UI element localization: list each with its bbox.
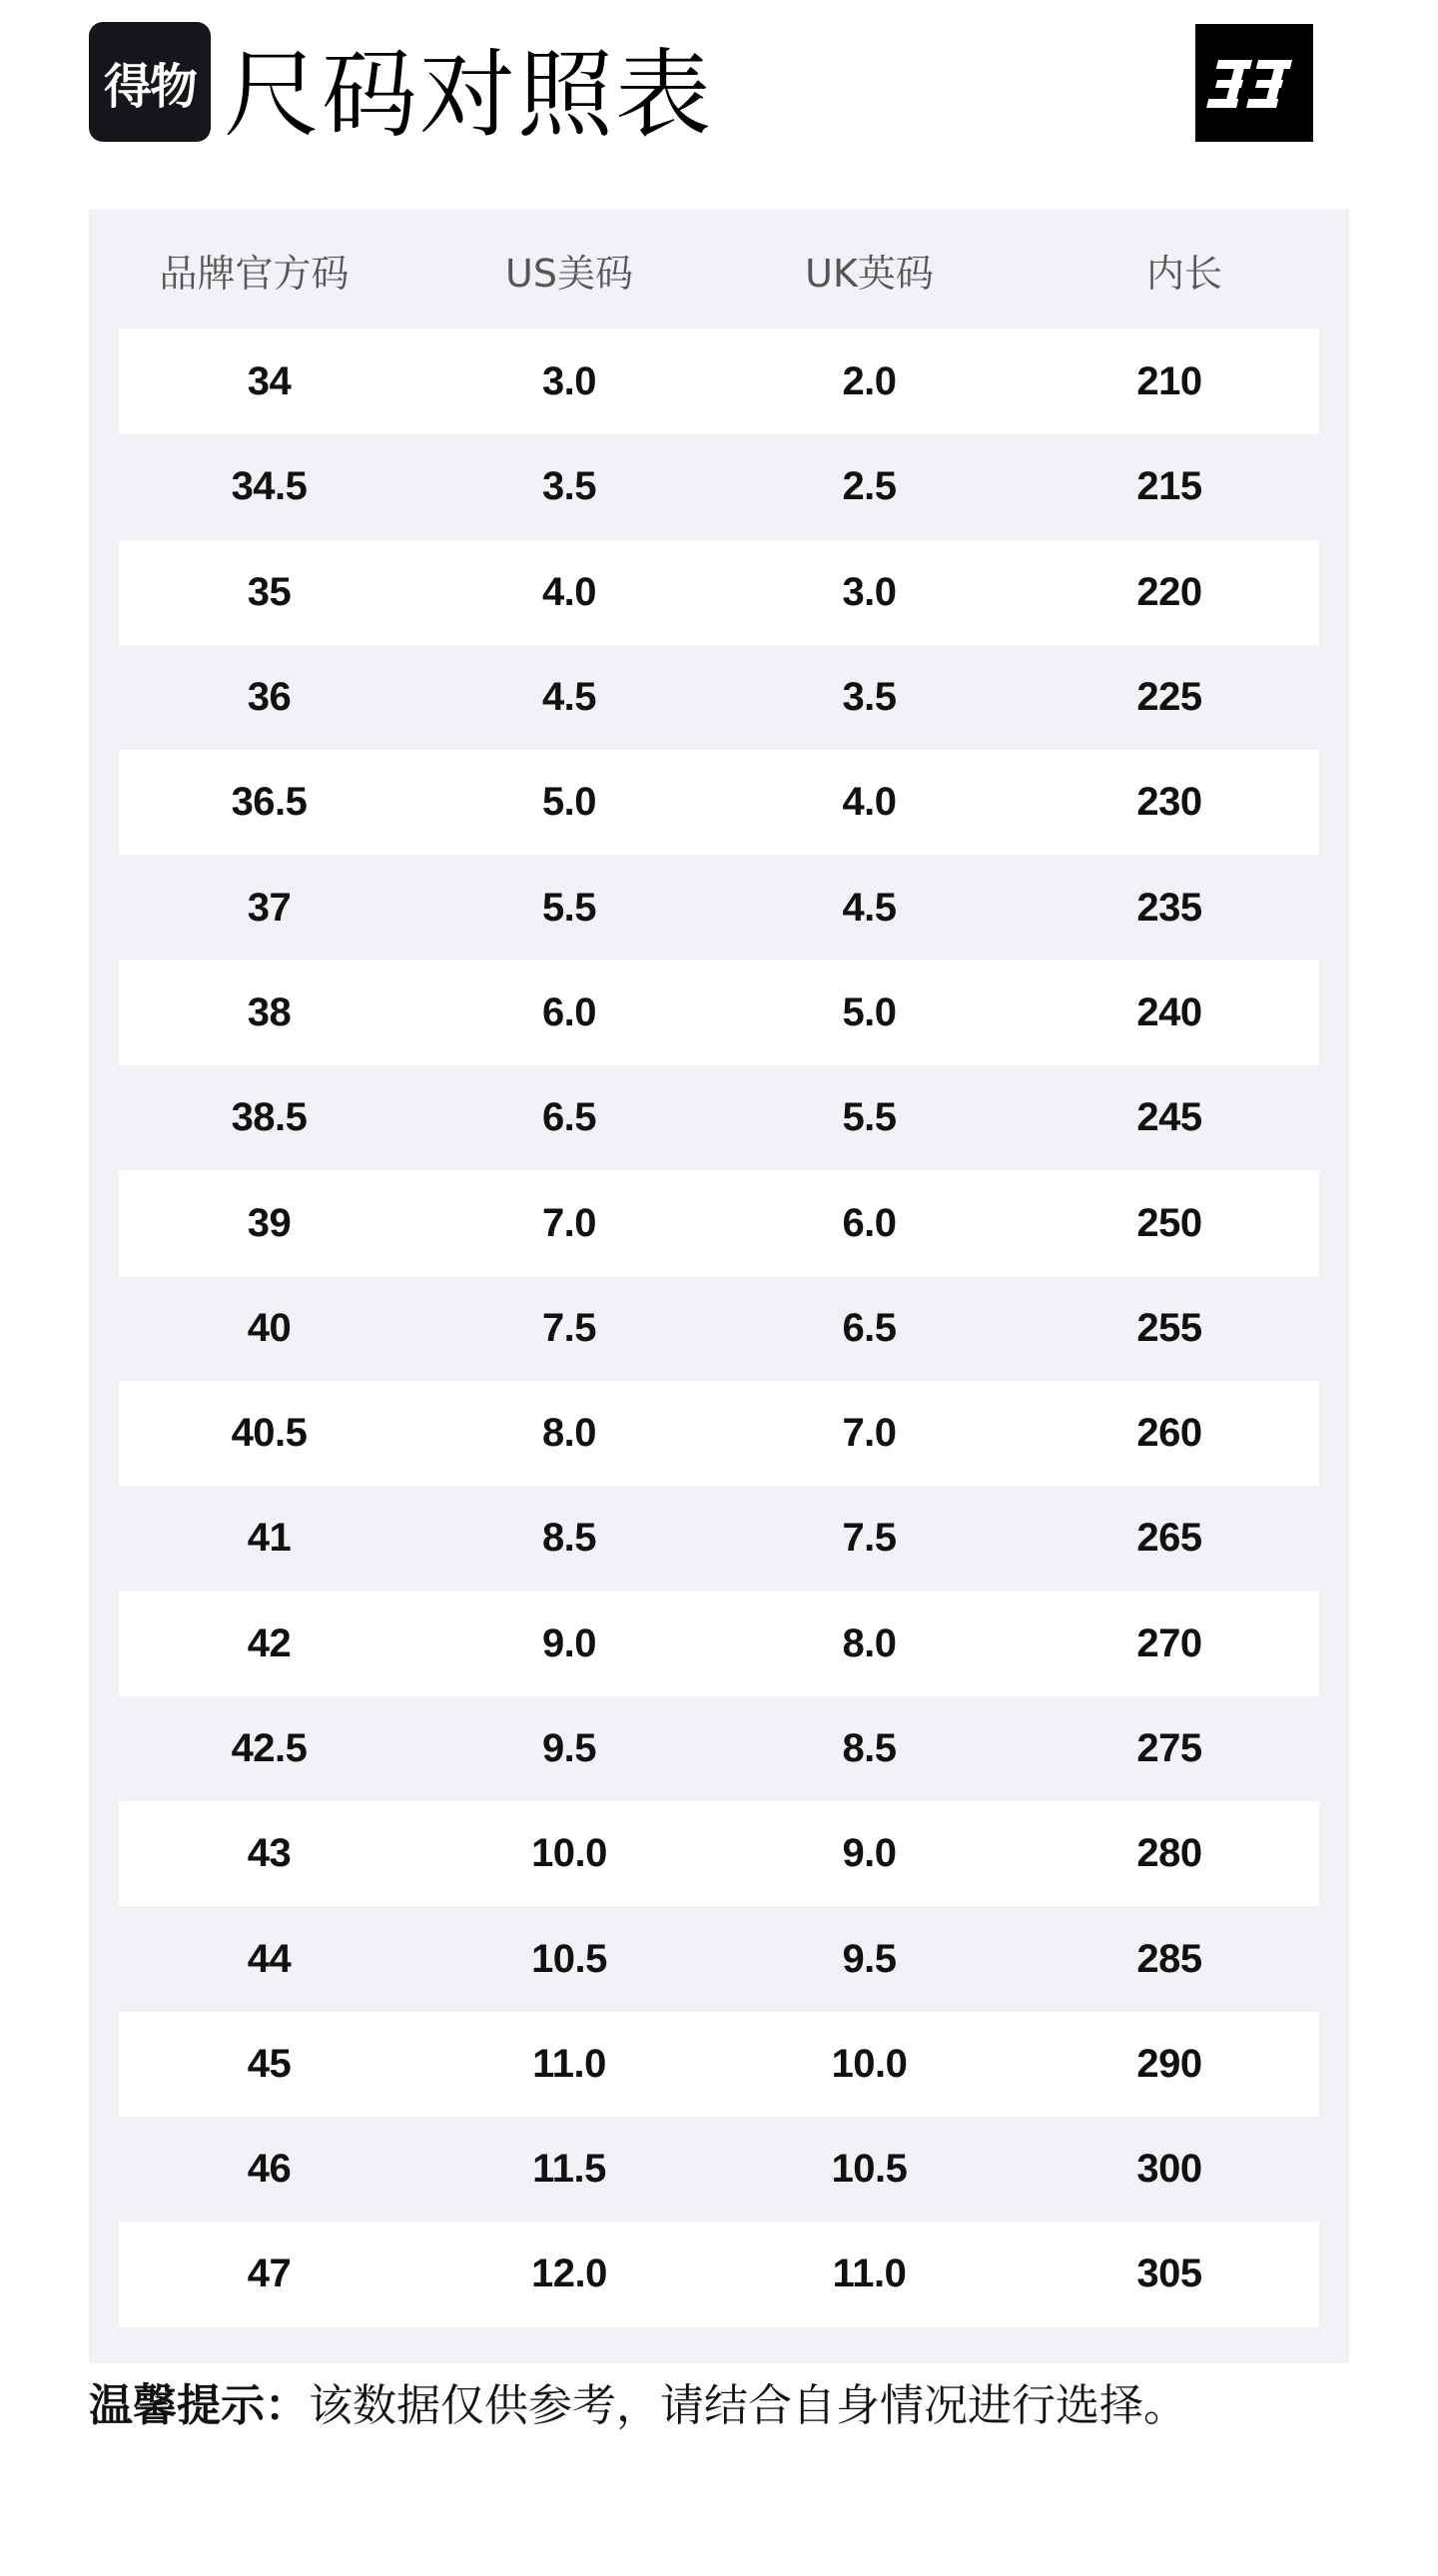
- table-cell: 5.0: [541, 780, 597, 825]
- table-cell: 6.5: [842, 1305, 897, 1350]
- table-row: [119, 1906, 1319, 2011]
- table-cell: 8.0: [842, 1620, 897, 1665]
- brand-logo-icon: [1195, 24, 1313, 142]
- table-cell: 6.0: [842, 1200, 897, 1245]
- table-cell: 230: [1136, 780, 1202, 825]
- table-row: [119, 329, 1319, 434]
- table-cell: 210: [1136, 359, 1202, 404]
- table-cell: 40: [247, 1305, 292, 1350]
- header: [0, 0, 1438, 200]
- table-header: [89, 210, 1349, 329]
- table-cell: 270: [1136, 1620, 1202, 1665]
- table-cell: 43: [247, 1831, 292, 1876]
- table-row: [119, 434, 1319, 539]
- table-row: [119, 1696, 1319, 1801]
- table-cell: 38: [247, 989, 292, 1034]
- table-cell: 10.0: [531, 1831, 607, 1876]
- table-row: [119, 1486, 1319, 1591]
- tip-note: [89, 2376, 1187, 2436]
- table-cell: 41: [247, 1516, 292, 1561]
- table-row: [119, 1381, 1319, 1486]
- table-cell: 36.5: [231, 780, 308, 825]
- table-cell: 3.0: [541, 359, 597, 404]
- table-cell: 42.5: [231, 1726, 308, 1770]
- table-cell: 220: [1136, 569, 1202, 614]
- table-row: [119, 1801, 1319, 1906]
- table-cell: 9.0: [541, 1620, 597, 1665]
- table-cell: 34: [247, 359, 292, 404]
- column-header-insole-length: 内长: [1145, 251, 1222, 296]
- app-logo: 得物: [89, 22, 211, 142]
- table-cell: 275: [1136, 1726, 1202, 1770]
- table-cell: 10.5: [831, 2147, 908, 2192]
- table-cell: 4.5: [842, 885, 897, 930]
- table-cell: 35: [247, 569, 292, 614]
- tip-label: 温馨提示：: [89, 2380, 309, 2431]
- size-chart-table: [89, 210, 1349, 2363]
- table-cell: 45: [247, 2041, 292, 2086]
- table-cell: 290: [1136, 2041, 1202, 2086]
- table-cell: 3.5: [842, 675, 897, 720]
- table-cell: 37: [247, 885, 292, 930]
- table-cell: 12.0: [531, 2252, 607, 2296]
- table-cell: 7.0: [541, 1200, 597, 1245]
- table-cell: 11.0: [832, 2252, 907, 2296]
- column-header-brand-size: 品牌官方码: [159, 251, 350, 296]
- table-cell: 46: [247, 2147, 292, 2192]
- table-row: [119, 2222, 1319, 2326]
- table-row: [119, 961, 1319, 1065]
- table-cell: 10.5: [531, 1936, 607, 1981]
- table-cell: 36: [247, 675, 292, 720]
- table-cell: 6.0: [541, 989, 597, 1034]
- table-cell: 250: [1136, 1200, 1202, 1245]
- table-cell: 8.5: [842, 1726, 897, 1770]
- table-cell: 285: [1136, 1936, 1202, 1981]
- table-cell: 40.5: [231, 1411, 308, 1456]
- table-cell: 2.5: [842, 464, 897, 509]
- table-cell: 8.0: [541, 1411, 597, 1456]
- table-cell: 7.5: [842, 1516, 897, 1561]
- table-cell: 10.0: [831, 2041, 908, 2086]
- table-cell: 265: [1136, 1516, 1202, 1561]
- table-cell: 47: [247, 2252, 292, 2296]
- table-row: [119, 1065, 1319, 1170]
- table-cell: 9.5: [541, 1726, 597, 1770]
- table-cell: 4.0: [842, 780, 897, 825]
- column-header-us-size: US美码: [505, 251, 633, 296]
- table-row: [119, 1592, 1319, 1696]
- table-cell: 4.5: [541, 675, 597, 720]
- table-cell: 34.5: [231, 464, 308, 509]
- table-cell: 39: [247, 1200, 292, 1245]
- table-row: [119, 855, 1319, 960]
- table-cell: 6.5: [541, 1095, 597, 1140]
- table-cell: 305: [1136, 2252, 1202, 2296]
- table-cell: 9.0: [842, 1831, 897, 1876]
- table-cell: 44: [247, 1936, 292, 1981]
- table-row: [119, 540, 1319, 645]
- tip-text: 该数据仅供参考，请结合自身情况进行选择。: [309, 2380, 1187, 2431]
- table-cell: 245: [1136, 1095, 1202, 1140]
- table-cell: 11.0: [532, 2041, 606, 2086]
- table-cell: 11.5: [532, 2147, 606, 2192]
- table-cell: 3.5: [541, 464, 597, 509]
- table-cell: 8.5: [541, 1516, 597, 1561]
- table-cell: 260: [1136, 1411, 1202, 1456]
- table-cell: 9.5: [842, 1936, 897, 1981]
- table-cell: 7.5: [541, 1305, 597, 1350]
- table-cell: 225: [1136, 675, 1202, 720]
- table-cell: 280: [1136, 1831, 1202, 1876]
- table-row: [119, 645, 1319, 750]
- table-row: [119, 750, 1319, 855]
- table-cell: 240: [1136, 989, 1202, 1034]
- table-cell: 5.5: [541, 885, 597, 930]
- table-cell: 38.5: [231, 1095, 308, 1140]
- table-cell: 3.0: [842, 569, 897, 614]
- table-row: [119, 1276, 1319, 1381]
- table-body: [119, 329, 1319, 2327]
- table-row: [119, 1170, 1319, 1275]
- table-cell: 4.0: [541, 569, 597, 614]
- table-cell: 235: [1136, 885, 1202, 930]
- table-cell: 5.5: [842, 1095, 897, 1140]
- table-cell: 2.0: [842, 359, 897, 404]
- table-cell: 300: [1136, 2147, 1202, 2192]
- table-cell: 5.0: [842, 989, 897, 1034]
- page-title: 尺码对照表: [224, 39, 713, 151]
- column-header-uk-size: UK英码: [805, 251, 934, 296]
- table-cell: 7.0: [842, 1411, 897, 1456]
- table-row: [119, 2117, 1319, 2222]
- table-cell: 42: [247, 1620, 292, 1665]
- table-row: [119, 2012, 1319, 2117]
- table-cell: 215: [1136, 464, 1202, 509]
- table-cell: 255: [1136, 1305, 1202, 1350]
